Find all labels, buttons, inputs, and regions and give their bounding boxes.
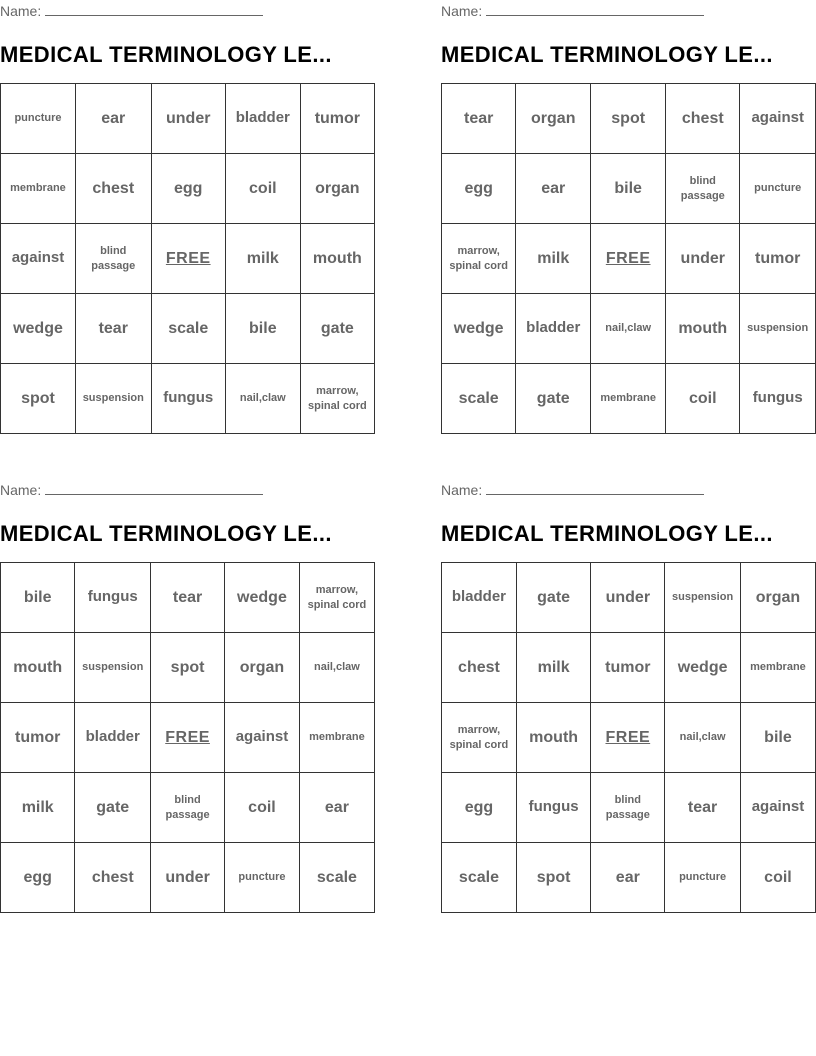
bingo-cell[interactable]: marrow, spinal cord	[300, 364, 374, 434]
bingo-cell[interactable]: fungus	[516, 773, 590, 843]
bingo-cell[interactable]: ear	[75, 84, 151, 154]
name-label: Name:	[441, 3, 483, 19]
bingo-cell[interactable]: nail,claw	[591, 294, 666, 364]
bingo-cell[interactable]: tumor	[1, 703, 75, 773]
bingo-cell[interactable]: under	[151, 84, 225, 154]
grid-row	[1, 364, 375, 434]
bingo-cell[interactable]: blind passage	[151, 773, 225, 843]
bingo-cell[interactable]: ear	[591, 843, 665, 913]
name-label: Name:	[441, 482, 483, 498]
card-title: MEDICAL TERMINOLOGY LE...	[0, 521, 332, 546]
name-blank[interactable]	[486, 3, 704, 16]
bingo-cell[interactable]: nail,claw	[299, 633, 374, 703]
bingo-cell[interactable]: tear	[665, 773, 741, 843]
bingo-cell[interactable]: wedge	[225, 563, 300, 633]
bingo-cell[interactable]: under	[666, 224, 740, 294]
bingo-cell[interactable]: gate	[516, 563, 590, 633]
bingo-cell[interactable]: gate	[300, 294, 374, 364]
bingo-cell[interactable]: bladder	[225, 84, 300, 154]
bingo-cell[interactable]: marrow, spinal cord	[442, 224, 516, 294]
bingo-cell[interactable]: mouth	[666, 294, 740, 364]
bingo-cell[interactable]: tear	[442, 84, 516, 154]
bingo-cell[interactable]: nail,claw	[225, 364, 300, 434]
bingo-cell[interactable]: bladder	[516, 294, 591, 364]
bingo-cell[interactable]: scale	[299, 843, 374, 913]
bingo-cell[interactable]: under	[151, 843, 225, 913]
bingo-cell[interactable]: fungus	[151, 364, 225, 434]
bingo-cell[interactable]: scale	[442, 843, 517, 913]
bingo-cell[interactable]: egg	[151, 154, 225, 224]
bingo-cell[interactable]: membrane	[299, 703, 374, 773]
bingo-cell[interactable]: puncture	[740, 154, 816, 224]
grid-row	[1, 773, 375, 843]
bingo-cell[interactable]: bladder	[75, 703, 151, 773]
grid-row	[1, 294, 375, 364]
grid-row	[442, 154, 816, 224]
grid-row	[1, 563, 375, 633]
grid-row	[442, 633, 816, 703]
grid-row	[1, 843, 375, 913]
bingo-cell[interactable]: spot	[1, 364, 76, 434]
bingo-cell[interactable]: bile	[1, 563, 75, 633]
bingo-cell[interactable]: suspension	[740, 294, 816, 364]
bingo-cell[interactable]: blind passage	[75, 224, 151, 294]
bingo-cell[interactable]: organ	[225, 633, 300, 703]
name-line	[0, 3, 263, 19]
bingo-cell[interactable]: chest	[666, 84, 740, 154]
bingo-cell[interactable]: blind passage	[591, 773, 665, 843]
bingo-cell[interactable]: chest	[75, 843, 151, 913]
grid-row	[1, 633, 375, 703]
name-label: Name:	[0, 482, 42, 498]
bingo-grid	[441, 83, 816, 434]
bingo-cell[interactable]: coil	[666, 364, 740, 434]
bingo-cell[interactable]: ear	[516, 154, 591, 224]
bingo-cell[interactable]: bile	[225, 294, 300, 364]
bingo-cell[interactable]: nail,claw	[665, 703, 741, 773]
grid-row	[442, 773, 816, 843]
bingo-cell[interactable]: against	[740, 773, 815, 843]
bingo-cell[interactable]: against	[1, 224, 76, 294]
bingo-cell[interactable]: bile	[740, 703, 815, 773]
bingo-cell[interactable]: spot	[151, 633, 225, 703]
bingo-cell[interactable]: milk	[1, 773, 75, 843]
bingo-cell[interactable]: bladder	[442, 563, 517, 633]
grid-row	[1, 84, 375, 154]
name-blank[interactable]	[486, 482, 704, 495]
card-title: MEDICAL TERMINOLOGY LE...	[0, 42, 332, 67]
bingo-cell[interactable]: coil	[740, 843, 815, 913]
name-line	[441, 482, 704, 498]
grid-row	[442, 364, 816, 434]
bingo-cell[interactable]: organ	[300, 154, 374, 224]
grid-row	[1, 224, 375, 294]
free-space[interactable]: FREE	[591, 703, 665, 773]
bingo-cell[interactable]: against	[740, 84, 816, 154]
name-label: Name:	[0, 3, 42, 19]
bingo-cell[interactable]: organ	[740, 563, 815, 633]
bingo-cell[interactable]: fungus	[740, 364, 816, 434]
bingo-cell[interactable]: scale	[442, 364, 516, 434]
bingo-cell[interactable]: scale	[151, 294, 225, 364]
bingo-cell[interactable]: mouth	[516, 703, 590, 773]
grid-row	[442, 294, 816, 364]
bingo-cell[interactable]: marrow, spinal cord	[299, 563, 374, 633]
bingo-cell[interactable]: organ	[516, 84, 591, 154]
bingo-cell[interactable]: milk	[516, 224, 591, 294]
bingo-cell[interactable]: fungus	[75, 563, 151, 633]
bingo-cell[interactable]: suspension	[665, 563, 741, 633]
name-blank[interactable]	[45, 3, 263, 16]
bingo-cell[interactable]: mouth	[300, 224, 374, 294]
bingo-cell[interactable]: membrane	[591, 364, 666, 434]
grid-row	[442, 703, 816, 773]
bingo-cell[interactable]: ear	[299, 773, 374, 843]
bingo-cell[interactable]: suspension	[75, 364, 151, 434]
bingo-cell[interactable]: puncture	[1, 84, 76, 154]
name-blank[interactable]	[45, 482, 263, 495]
bingo-cell[interactable]: bile	[591, 154, 666, 224]
bingo-cell[interactable]: spot	[591, 84, 666, 154]
bingo-cell[interactable]: chest	[75, 154, 151, 224]
bingo-grid	[0, 83, 375, 434]
bingo-cell[interactable]: gate	[516, 364, 591, 434]
bingo-cell[interactable]: puncture	[665, 843, 741, 913]
bingo-cell[interactable]: suspension	[75, 633, 151, 703]
grid-row	[442, 843, 816, 913]
bingo-cell[interactable]: wedge	[1, 294, 76, 364]
name-line	[441, 3, 704, 19]
bingo-cell[interactable]: egg	[1, 843, 75, 913]
bingo-cell[interactable]: egg	[442, 154, 516, 224]
bingo-cell[interactable]: against	[225, 703, 300, 773]
bingo-cell[interactable]: chest	[442, 633, 517, 703]
grid-row	[442, 84, 816, 154]
bingo-cell[interactable]: mouth	[1, 633, 75, 703]
bingo-grid	[0, 562, 375, 913]
grid-row	[1, 154, 375, 224]
grid-row	[442, 563, 816, 633]
bingo-cell[interactable]: milk	[225, 224, 300, 294]
bingo-cell[interactable]: tumor	[740, 224, 816, 294]
bingo-cell[interactable]: coil	[225, 154, 300, 224]
bingo-cell[interactable]: membrane	[740, 633, 815, 703]
bingo-cell[interactable]: blind passage	[666, 154, 740, 224]
bingo-cell[interactable]: tear	[151, 563, 225, 633]
free-space[interactable]: FREE	[151, 703, 225, 773]
bingo-cell[interactable]: coil	[225, 773, 300, 843]
card-title: MEDICAL TERMINOLOGY LE...	[441, 42, 773, 67]
bingo-grid	[441, 562, 816, 913]
bingo-cell[interactable]: tumor	[300, 84, 374, 154]
bingo-cell[interactable]: gate	[75, 773, 151, 843]
bingo-cell[interactable]: marrow, spinal cord	[442, 703, 517, 773]
bingo-cell[interactable]: tumor	[591, 633, 665, 703]
bingo-cell[interactable]: spot	[516, 843, 590, 913]
bingo-cell[interactable]: under	[591, 563, 665, 633]
bingo-cell[interactable]: egg	[442, 773, 517, 843]
card-title: MEDICAL TERMINOLOGY LE...	[441, 521, 773, 546]
free-space[interactable]: FREE	[591, 224, 666, 294]
free-space[interactable]: FREE	[151, 224, 225, 294]
name-line	[0, 482, 263, 498]
bingo-cell[interactable]: wedge	[442, 294, 516, 364]
bingo-cell[interactable]: tear	[75, 294, 151, 364]
grid-row	[442, 224, 816, 294]
bingo-cell[interactable]: milk	[516, 633, 590, 703]
bingo-cell[interactable]: membrane	[1, 154, 76, 224]
bingo-cell[interactable]: puncture	[225, 843, 300, 913]
grid-row	[1, 703, 375, 773]
bingo-cell[interactable]: wedge	[665, 633, 741, 703]
